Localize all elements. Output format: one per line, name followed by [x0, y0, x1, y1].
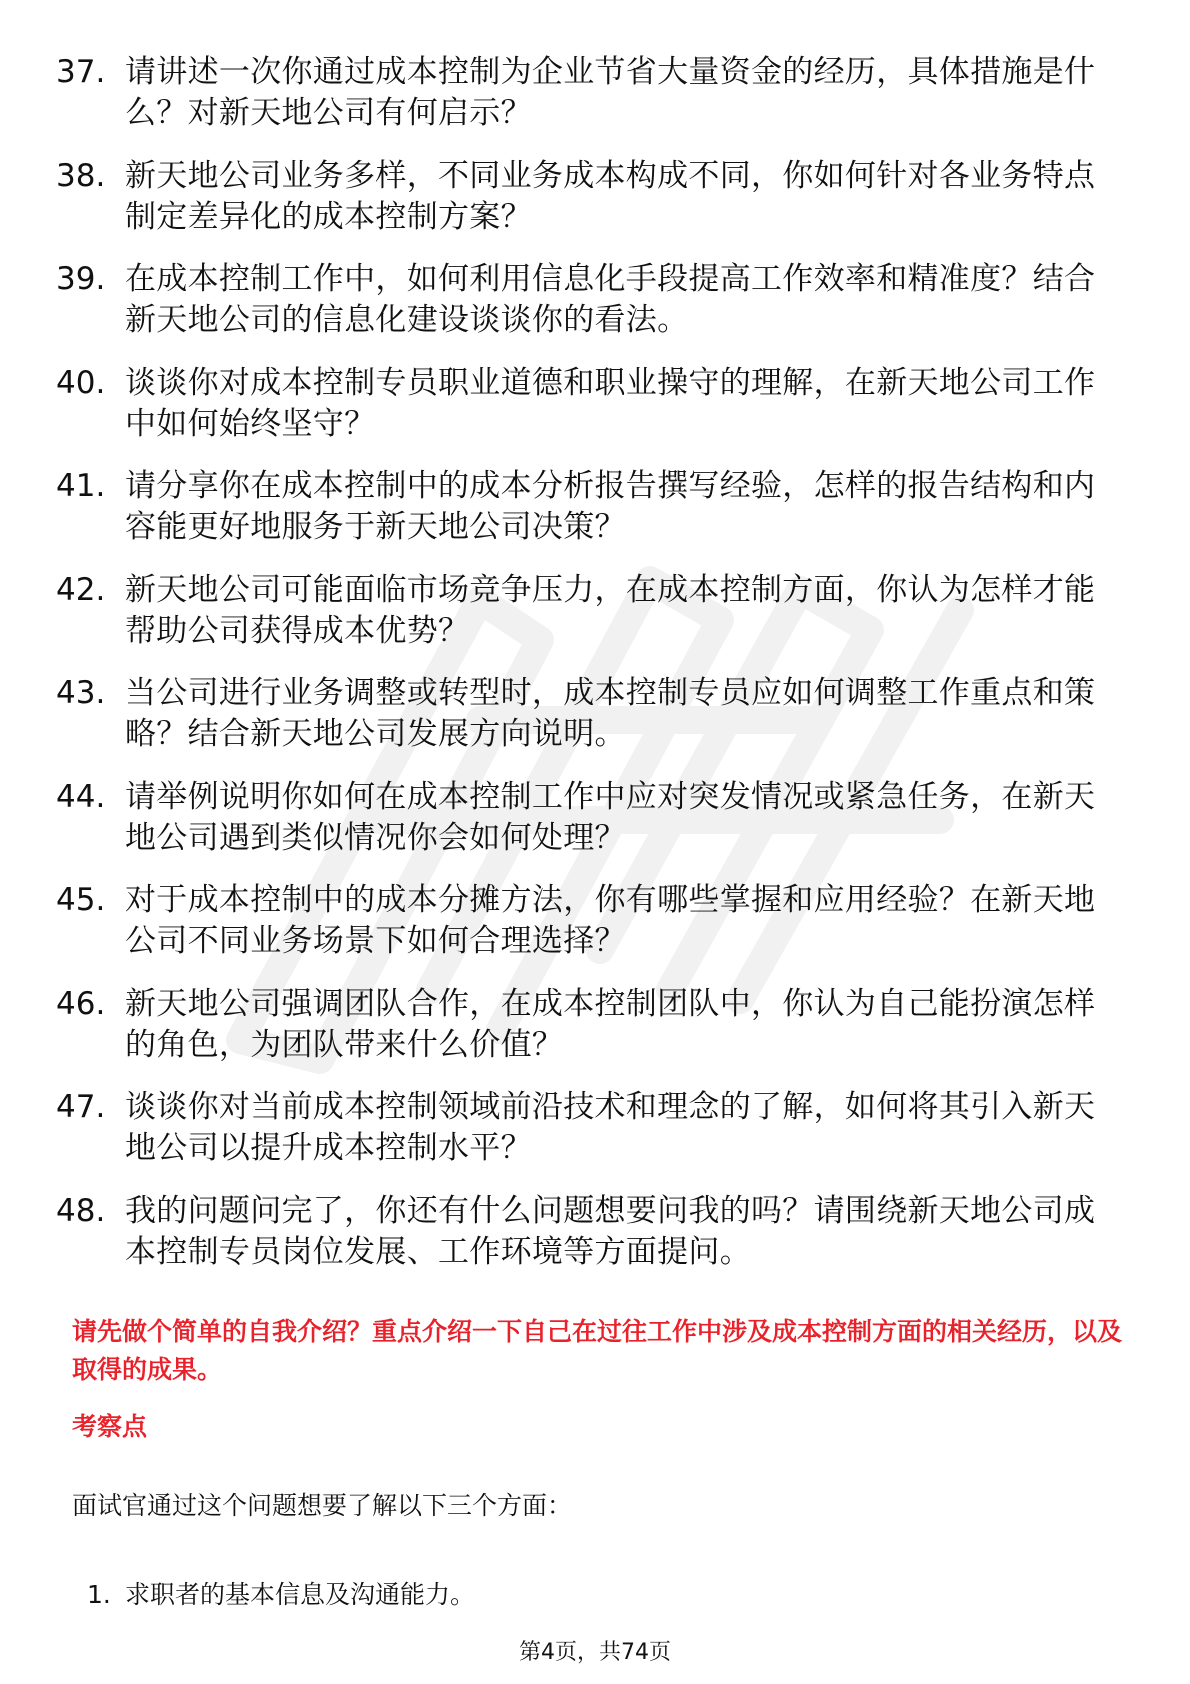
question-text: 新天地公司可能面临市场竞争压力，在成本控制方面，你认为怎样才能帮助公司获得成本优势？ [125, 571, 1096, 649]
page-footer: 第4页，共74页 [519, 1640, 671, 1665]
list-item [0, 984, 1190, 1088]
list-item [0, 466, 1190, 570]
list-item [0, 259, 1190, 363]
question-number: 42. [56, 571, 106, 608]
question-text: 当公司进行业务调整或转型时，成本控制专员应如何调整工作重点和策略？结合新天地公司发展方向说明。 [125, 675, 1096, 752]
question-text: 我的问题问完了，你还有什么问题想要问我的吗？请围绕新天地公司成本控制专员岗位发展、工作环境等方面提问。 [125, 1192, 1096, 1270]
list-item [0, 880, 1190, 984]
question-text: 请举例说明你如何在成本控制工作中应对突发情况或紧急任务，在新天地公司遇到类似情况你会如何处理？ [125, 778, 1096, 856]
question-number: 38. [56, 157, 106, 194]
question-text: 谈谈你对成本控制专员职业道德和职业操守的理解，在新天地公司工作中如何始终坚守？ [125, 364, 1096, 442]
sub-item-number: 1. [87, 1580, 111, 1609]
question-number: 37. [56, 54, 106, 90]
question-text: 新天地公司强调团队合作，在成本控制团队中，你认为自己能扮演怎样的角色，为团队带来什么价值？ [125, 985, 1096, 1063]
question-number: 45. [56, 882, 106, 918]
list-item [0, 1087, 1190, 1191]
question-number: 43. [56, 675, 106, 711]
question-number: 39. [56, 261, 106, 297]
question-number: 41. [56, 468, 106, 504]
question-number: 46. [56, 985, 106, 1022]
question-number: 47. [56, 1089, 106, 1125]
question-text: 请分享你在成本控制中的成本分析报告撰写经验，怎样的报告结构和内容能更好地服务于新天地公司决策？ [125, 468, 1096, 545]
list-item [0, 673, 1190, 777]
question-text: 对于成本控制中的成本分摊方法，你有哪些掌握和应用经验？在新天地公司不同业务场景下如何合理选择？ [125, 882, 1096, 959]
list-item [0, 570, 1190, 674]
question-text: 新天地公司业务多样，不同业务成本构成不同，你如何针对各业务特点制定差异化的成本控制方案？ [125, 157, 1096, 235]
highlight-question: 请先做个简单的自我介绍？重点介绍一下自己在过往工作中涉及成本控制方面的相关经历，以及取得的成果。 [72, 1317, 1123, 1384]
list-item [87, 1578, 475, 1612]
list-item [0, 777, 1190, 881]
question-number: 44. [56, 778, 106, 815]
intro-text: 面试官通过这个问题想要了解以下三个方面： [72, 1491, 573, 1520]
question-number: 40. [56, 364, 106, 401]
question-text: 谈谈你对当前成本控制领域前沿技术和理念的了解，如何将其引入新天地公司以提升成本控制水平？ [125, 1089, 1096, 1166]
list-item [0, 1191, 1190, 1295]
question-list [0, 52, 1190, 1294]
question-text: 请讲述一次你通过成本控制为企业节省大量资金的经历，具体措施是什么？对新天地公司有何启示？ [125, 54, 1096, 131]
question-number: 48. [56, 1192, 106, 1229]
list-item [0, 363, 1190, 467]
list-item [0, 52, 1190, 156]
list-item [0, 156, 1190, 260]
sub-item-text: 求职者的基本信息及沟通能力。 [125, 1580, 476, 1609]
section-heading: 考察点 [72, 1412, 148, 1441]
question-text: 在成本控制工作中，如何利用信息化手段提高工作效率和精准度？结合新天地公司的信息化建设谈谈你的看法。 [125, 261, 1096, 338]
